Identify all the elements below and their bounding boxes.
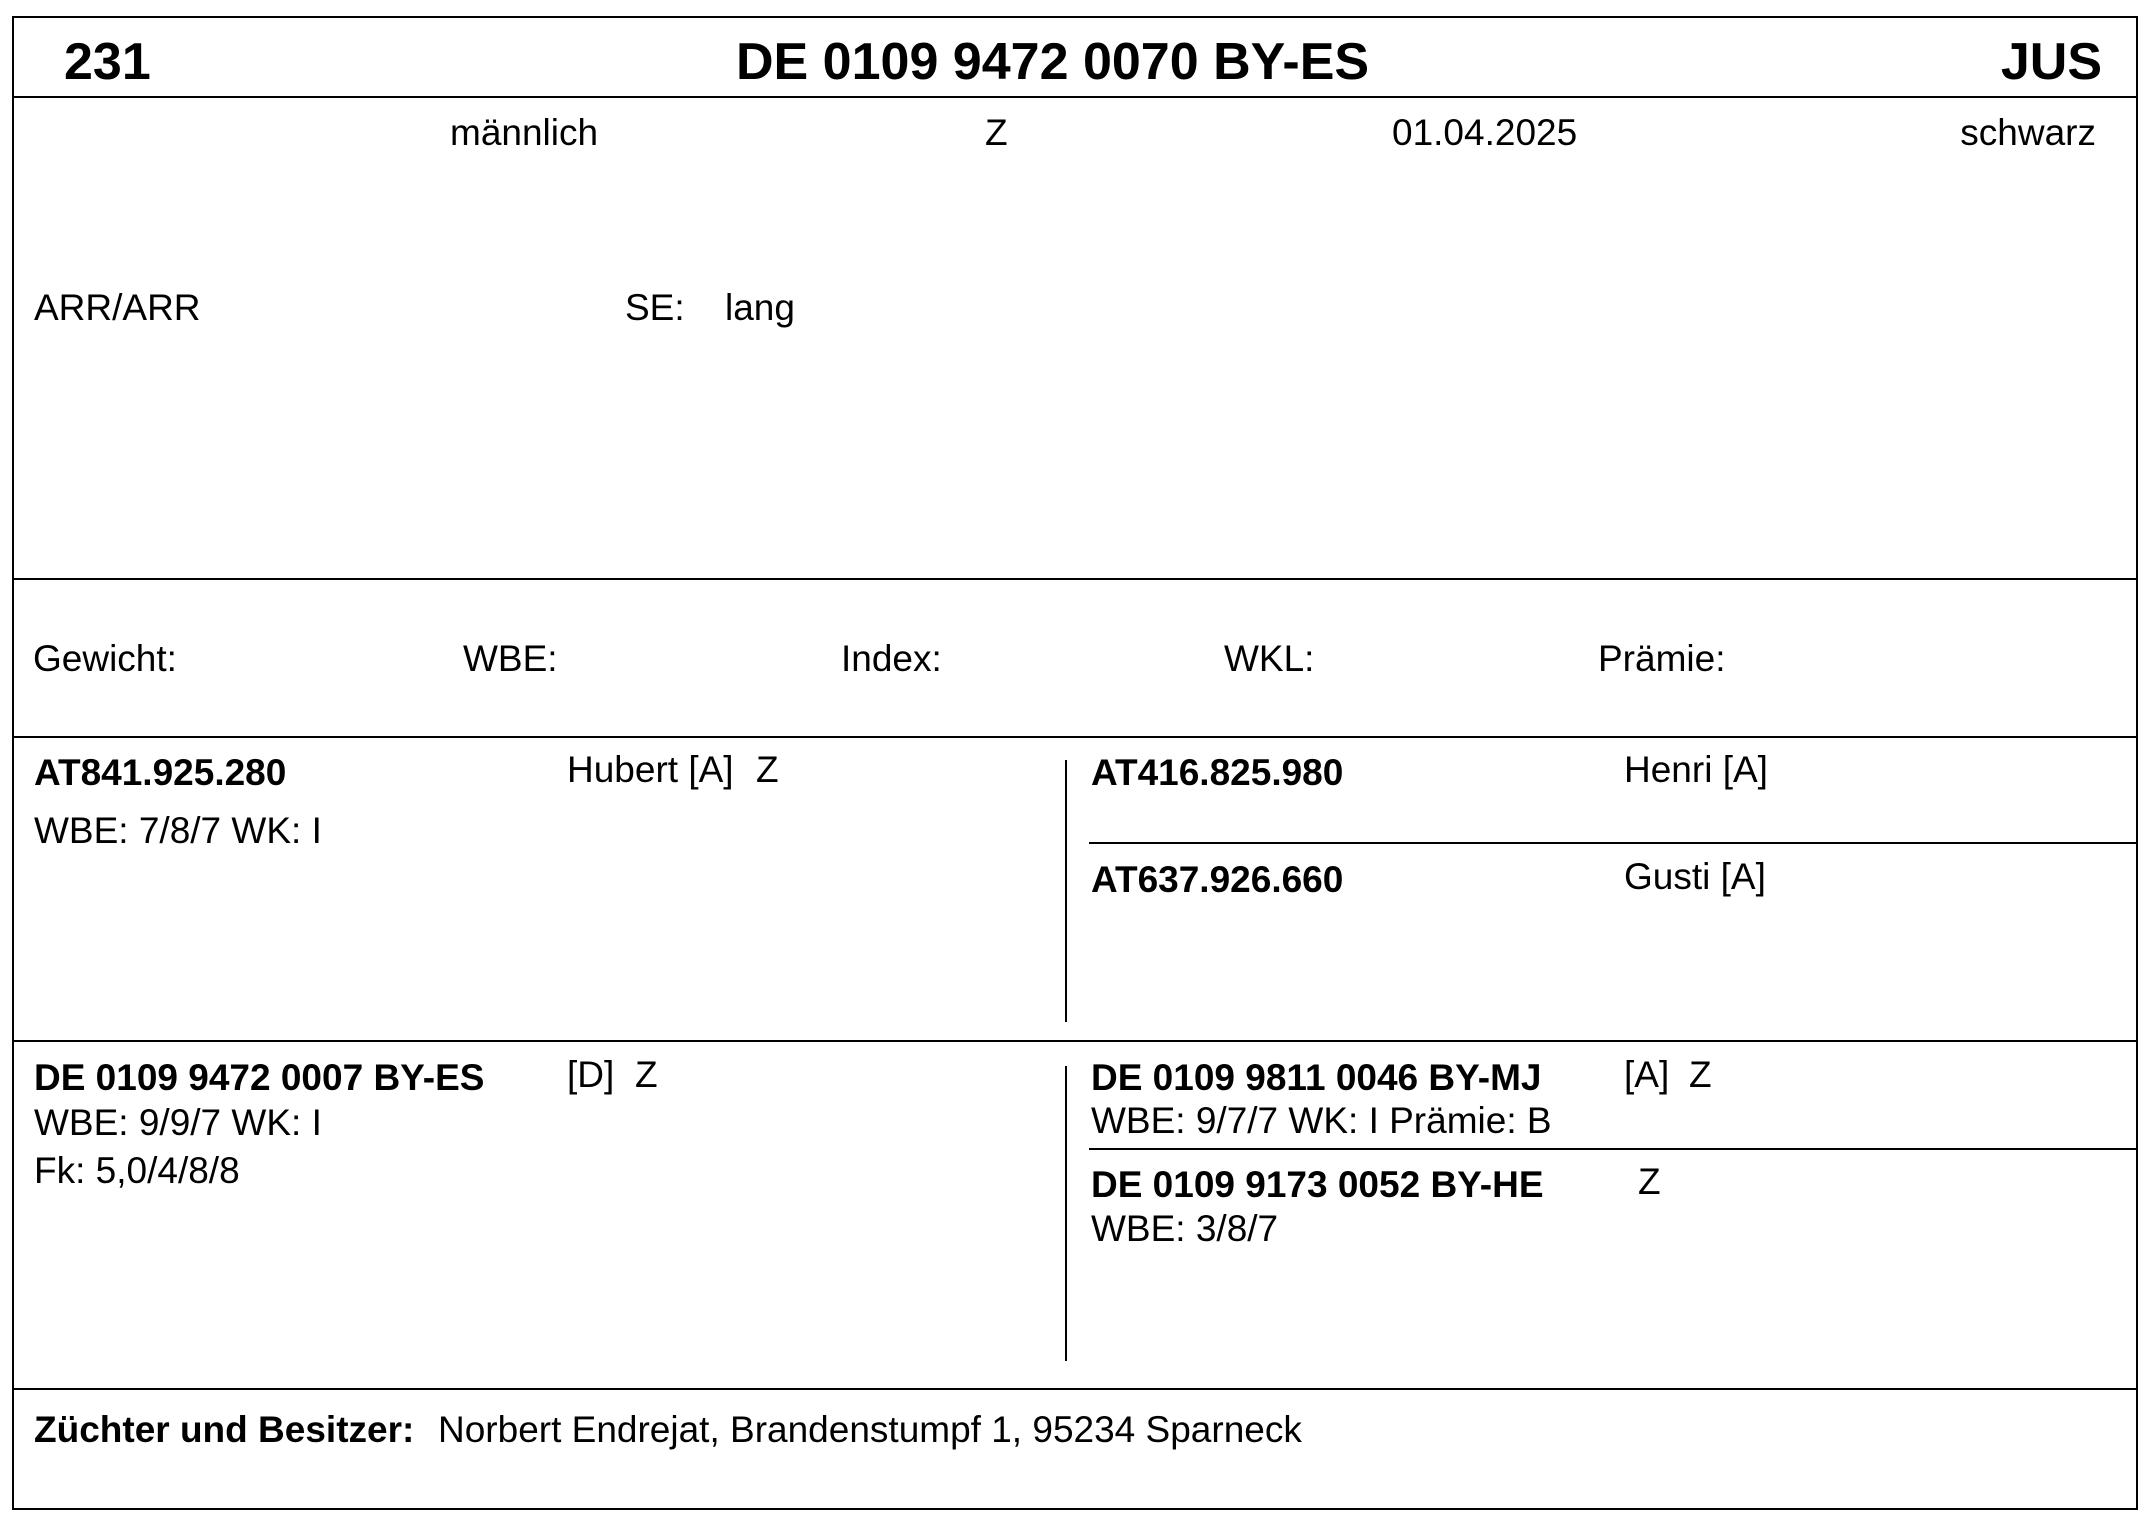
dam-tag: [D] bbox=[567, 1054, 615, 1095]
dam-fk: Fk: 5,0/4/8/8 bbox=[34, 1150, 240, 1191]
dam-sire-tag: [A] bbox=[1624, 1054, 1670, 1095]
index-label: Index: bbox=[841, 638, 942, 679]
sire-mark: Z bbox=[756, 749, 779, 790]
dam-id: DE 0109 9472 0007 BY-ES bbox=[34, 1057, 485, 1098]
dam-sire-performance: WBE: 9/7/7 WK: I Prämie: B bbox=[1091, 1100, 1552, 1141]
se-label: SE: bbox=[625, 287, 685, 328]
dam-sire-mark: Z bbox=[1689, 1054, 1712, 1095]
sex: männlich bbox=[450, 112, 599, 153]
weight-label: Gewicht: bbox=[33, 638, 177, 679]
dam-dam-performance: WBE: 3/8/7 bbox=[1091, 1208, 1279, 1249]
sire-sire-name: Henri [A] bbox=[1624, 749, 1768, 790]
breeder-value: Norbert Endrejat, Brandenstumpf 1, 95234 Sparneck bbox=[438, 1409, 1302, 1450]
header-divider bbox=[14, 96, 2136, 98]
wkl-label: WKL: bbox=[1224, 638, 1315, 679]
sire-dam-name: Gusti [A] bbox=[1624, 856, 1766, 897]
sire-id: AT841.925.280 bbox=[34, 752, 287, 793]
info-divider bbox=[14, 578, 2136, 580]
dam-performance: WBE: 9/9/7 WK: I bbox=[34, 1102, 322, 1143]
sire-sire-id: AT416.825.980 bbox=[1091, 752, 1344, 793]
wbe-label: WBE: bbox=[463, 638, 558, 679]
fields-divider bbox=[14, 736, 2136, 738]
coat-color: schwarz bbox=[1960, 112, 2096, 153]
dam-divider bbox=[14, 1388, 2136, 1390]
dam-vertical-divider bbox=[1065, 1066, 1067, 1361]
dam-parents-divider bbox=[1089, 1148, 2136, 1150]
sire-performance: WBE: 7/8/7 WK: I bbox=[34, 810, 322, 851]
premium-label: Prämie: bbox=[1598, 638, 1726, 679]
sire-parents-divider bbox=[1089, 842, 2136, 844]
info-mark: Z bbox=[985, 112, 1008, 153]
birth-date: 01.04.2025 bbox=[1392, 112, 1578, 153]
catalog-number: 231 bbox=[64, 33, 151, 91]
se-value: lang bbox=[725, 287, 795, 328]
dam-sire-id: DE 0109 9811 0046 BY-MJ bbox=[1091, 1057, 1542, 1098]
dam-dam-id: DE 0109 9173 0052 BY-HE bbox=[1091, 1164, 1544, 1205]
genotype: ARR/ARR bbox=[34, 287, 201, 328]
dam-mark: Z bbox=[635, 1054, 658, 1095]
sire-divider bbox=[14, 1040, 2136, 1042]
class-code: JUS bbox=[2000, 33, 2102, 91]
breeder-label: Züchter und Besitzer: bbox=[34, 1409, 415, 1450]
dam-dam-mark: Z bbox=[1638, 1161, 1661, 1202]
sire-dam-id: AT637.926.660 bbox=[1091, 859, 1344, 900]
sire-vertical-divider bbox=[1065, 760, 1067, 1022]
pedigree-card bbox=[12, 16, 2138, 1510]
sire-name: Hubert [A] bbox=[567, 749, 734, 790]
ring-number: DE 0109 9472 0070 BY-ES bbox=[736, 33, 1370, 91]
